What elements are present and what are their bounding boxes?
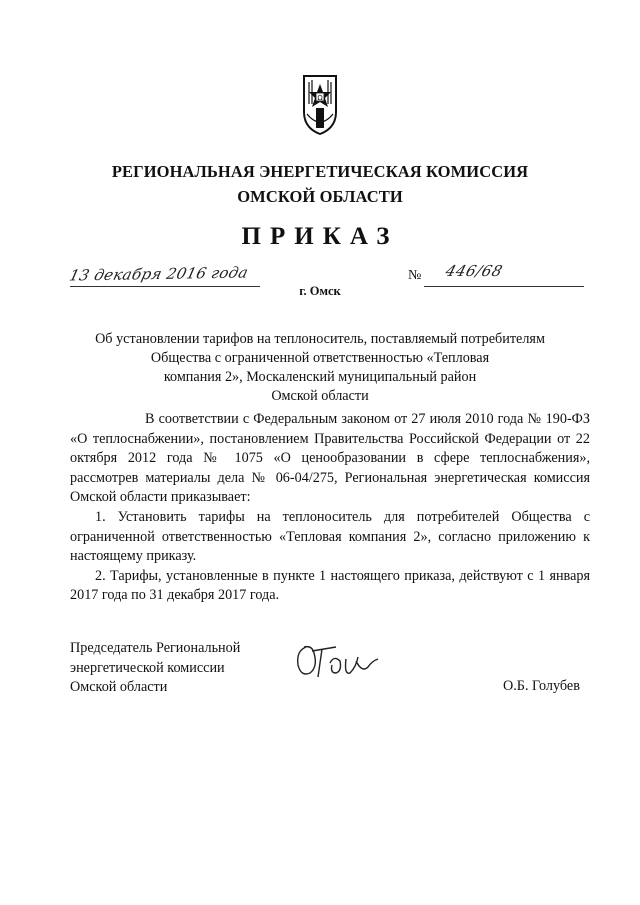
order-body (70, 410, 590, 606)
order-subject-title (70, 330, 570, 406)
title-line: Общества с ограниченной ответственностью «Тепловая (150, 350, 490, 366)
handwritten-order-number: 446/68 (443, 262, 505, 280)
svg-text:Ω: Ω (317, 94, 323, 102)
coat-of-arms-icon (301, 74, 339, 136)
number-label: № (408, 268, 422, 283)
title-line: компания 2», Москаленский муниципальный район (163, 369, 477, 385)
title-line: Об установлении тарифов на теплоноситель, поставляемый потребителям (95, 331, 545, 347)
signature-icon (292, 637, 384, 683)
position-line: энергетической комиссии (70, 659, 225, 676)
document-type-title: ПРИКАЗ (241, 223, 399, 250)
item-1-paragraph: 1. Установить тарифы на теплоноситель для потребителей Общества с ограниченной ответственностью «Тепловая компания 2», согласно приложению к настоящему приказу. (70, 508, 590, 565)
coat-of-arms-emblem (301, 74, 339, 136)
position-line: Председатель Региональной (70, 640, 241, 656)
item-2-paragraph: 2. Тарифы, установленные в пункте 1 настоящего приказа, действуют с 1 января 2017 года по 31 декабря 2017 года. (70, 567, 590, 604)
handwritten-date: 13 декабря 2016 года (67, 263, 251, 285)
preamble-paragraph: В соответствии с Федеральным законом от 27 июля 2010 года № 190-ФЗ «О теплоснабжении», постановлением Правительства Российской Федерации от 22 октября 2012 года № 1075 «О ценообразовании в сфере теплоснабжения», рассмотрев материалы дела № 06-04/275, Региональная энергетическая комиссия Омской области приказывает: (70, 411, 590, 506)
handwritten-signature (292, 637, 384, 683)
city-label: г. Омск (299, 284, 341, 298)
organization-name-line1: РЕГИОНАЛЬНАЯ ЭНЕРГЕТИЧЕСКАЯ КОМИССИЯ (111, 162, 529, 181)
organization-name-line2: ОМСКОЙ ОБЛАСТИ (237, 187, 403, 206)
signer-name: О.Б. Голубев (503, 678, 580, 694)
title-line: Омской области (271, 388, 369, 404)
signatory-position (70, 639, 240, 698)
position-line: Омской области (70, 679, 168, 695)
